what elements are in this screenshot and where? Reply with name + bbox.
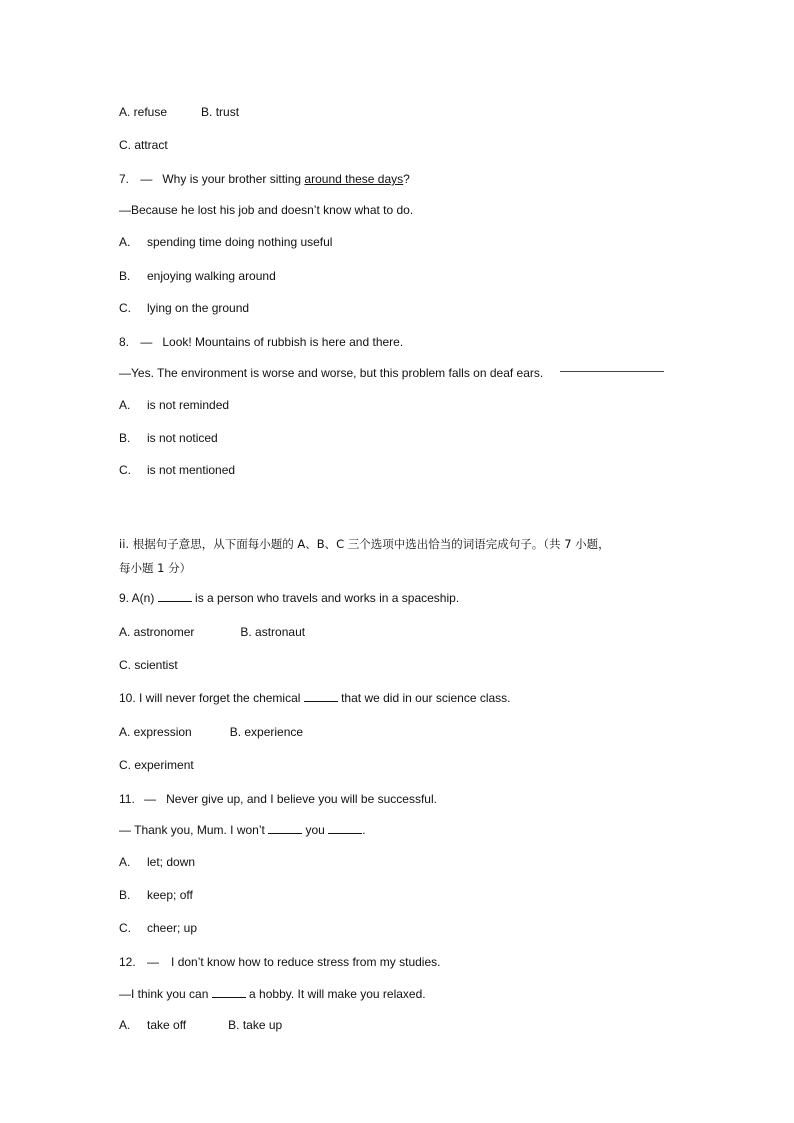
- q11-reply-pre: — Thank you, Mum. I won’t: [119, 823, 269, 837]
- q12-stem: [119, 955, 440, 969]
- q12-options-row: [119, 1018, 282, 1032]
- option-text: let; down: [147, 855, 196, 869]
- q7-option-c: [119, 301, 249, 315]
- q10-option-a: A. expression: [119, 725, 192, 739]
- q11-reply: [119, 823, 366, 837]
- q9-options-row: [119, 625, 305, 639]
- q7-dash: —: [140, 172, 153, 186]
- q6-option-a: A. refuse: [119, 105, 168, 119]
- q6-options-row: [119, 105, 239, 119]
- q9-option-c: C. scientist: [119, 658, 178, 672]
- option-label: B.: [119, 269, 131, 283]
- option-text: is not mentioned: [147, 463, 236, 477]
- q11-number: 11.: [119, 792, 135, 806]
- option-label: C.: [119, 463, 131, 477]
- option-label: A.: [119, 855, 131, 869]
- q11-dash: —: [144, 792, 157, 806]
- q12-option-b: B. take up: [228, 1018, 283, 1032]
- q9-option-b: B. astronaut: [240, 625, 306, 639]
- q11-blank-1: [268, 823, 302, 834]
- option-text: is not reminded: [147, 398, 230, 412]
- option-text: cheer; up: [147, 921, 198, 935]
- q7-reply: —Because he lost his job and doesn’t know what to do.: [119, 203, 414, 217]
- q8-reply: —Yes. The environment is worse and worse, but this problem falls on deaf ears.: [119, 366, 544, 380]
- q9-stem: [119, 591, 459, 605]
- q11-option-a: [119, 855, 195, 869]
- q12-dash: —: [147, 955, 160, 969]
- option-text: spending time doing nothing useful: [147, 235, 333, 249]
- q6-option-b: B. trust: [201, 105, 240, 119]
- option-label: B.: [119, 888, 131, 902]
- q8-option-b: [119, 431, 218, 445]
- q10-option-c: C. experiment: [119, 758, 194, 772]
- q10-options-row: [119, 725, 303, 739]
- q7-option-a: [119, 235, 332, 249]
- q12-reply: [119, 987, 426, 1001]
- q11-reply-post: .: [362, 823, 366, 837]
- q9-stem-post: is a person who travels and works in a spaceship.: [191, 591, 460, 605]
- q12-blank: [212, 987, 246, 998]
- q7-option-b: [119, 269, 276, 283]
- q11-stem: [119, 792, 437, 806]
- option-label: B.: [119, 431, 131, 445]
- q9-option-a: A. astronomer: [119, 625, 195, 639]
- q11-stem-text: Never give up, and I believe you will be successful.: [166, 792, 437, 806]
- option-text: is not noticed: [147, 431, 218, 445]
- q10-stem: [119, 691, 511, 705]
- option-label: A.: [119, 398, 131, 412]
- q7-stem-post: ?: [403, 172, 410, 186]
- q9-blank: [158, 591, 192, 602]
- q8-number: 8.: [119, 335, 130, 349]
- q8-stem: [119, 335, 403, 349]
- q10-stem-pre: 10. I will never forget the chemical: [119, 691, 304, 705]
- q7-underlined-phrase: around these days: [304, 172, 404, 186]
- q12-stem-text: I don’t know how to reduce stress from my studies.: [171, 955, 441, 969]
- section-instructions-line1: ii. 根据句子意思，从下面每小题的 A、B、C 三个选项中选出恰当的词语完成句子。（共 7 小题，: [119, 537, 610, 551]
- q12-number: 12.: [119, 955, 136, 969]
- option-label: A.: [119, 235, 131, 249]
- q8-option-a: [119, 398, 229, 412]
- q12-reply-post: a hobby. It will make you relaxed.: [245, 987, 426, 1001]
- q10-blank: [304, 691, 338, 702]
- q9-stem-pre: 9. A(n): [119, 591, 158, 605]
- q11-blank-2: [328, 823, 362, 834]
- q10-option-b: B. experience: [229, 725, 304, 739]
- option-label: C.: [119, 301, 131, 315]
- q10-stem-post: that we did in our science class.: [337, 691, 511, 705]
- q8-rule-line: [560, 371, 664, 372]
- q8-option-c: [119, 463, 235, 477]
- q11-reply-mid: you: [302, 823, 329, 837]
- q8-stem-text: Look! Mountains of rubbish is here and there.: [162, 335, 404, 349]
- option-text: keep; off: [147, 888, 193, 902]
- option-label: C.: [119, 921, 131, 935]
- option-text: lying on the ground: [147, 301, 250, 315]
- q7-stem-pre: Why is your brother sitting: [162, 172, 305, 186]
- q12-reply-pre: —I think you can: [119, 987, 212, 1001]
- q11-option-b: [119, 888, 193, 902]
- option-text: enjoying walking around: [147, 269, 276, 283]
- q7-stem: [119, 172, 410, 186]
- q7-number: 7.: [119, 172, 130, 186]
- q8-dash: —: [140, 335, 153, 349]
- q6-option-c: C. attract: [119, 138, 168, 152]
- section-instructions-line2: 每小题 1 分）: [119, 561, 192, 575]
- q12-option-a-label: A.: [119, 1018, 131, 1032]
- q12-option-a-text: take off: [147, 1018, 187, 1032]
- q11-option-c: [119, 921, 197, 935]
